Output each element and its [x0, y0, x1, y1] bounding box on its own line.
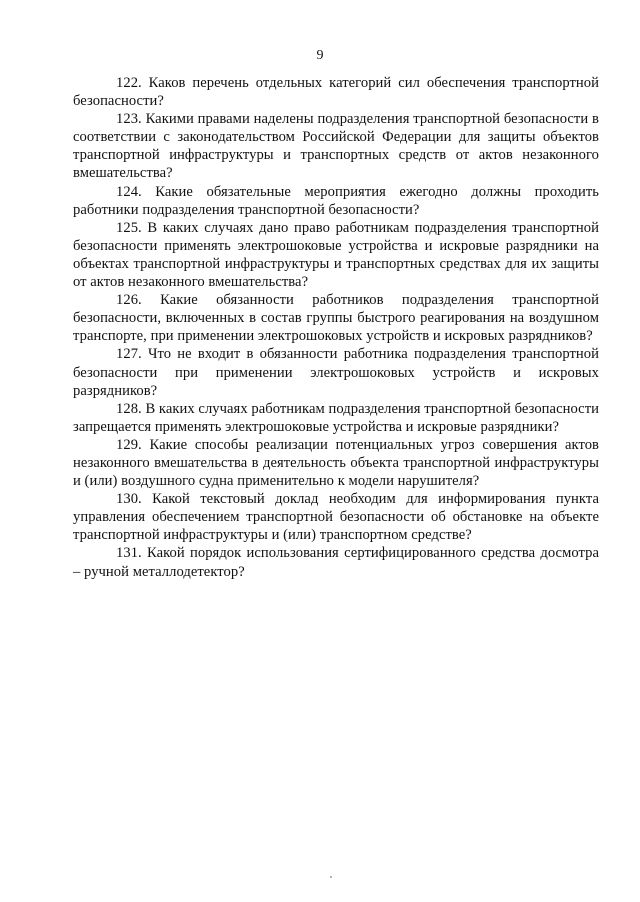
scan-speck — [330, 876, 332, 878]
question-127: 127. Что не входит в обязанности работника подразделения транспортной безопасности при применении электрошоковых устройств и искровых разрядников? — [73, 346, 599, 399]
question-123: 123. Какими правами наделены подразделения транспортной безопасности в соответствии с законодательством Российской Федерации для защиты объектов транспортной инфраструктуры и транспортных средств от актов незаконного вмешательства? — [73, 111, 599, 182]
question-124: 124. Какие обязательные мероприятия ежегодно должны проходить работники подразделения транспортной безопасности? — [73, 183, 599, 218]
question-125: 125. В каких случаях дано право работникам подразделения транспортной безопасности применять электрошоковые устройства и искровые разрядники на объектах транспортной инфраструктуры и транспортных средствах для их защиты от актов незаконного вмешательства? — [73, 219, 599, 291]
question-128: 128. В каких случаях работникам подразделения транспортной безопасности запрещается применять электрошоковые устройства и искровые разрядники? — [73, 400, 599, 435]
page-number: 9 — [316, 48, 324, 63]
question-129: 129. Какие способы реализации потенциальных угроз совершения актов незаконного вмешательства в деятельность объекта транспортной инфраструктуры и (или) воздушного судна применительно к модели нарушителя? — [73, 436, 599, 490]
question-list — [73, 74, 599, 581]
question-130: 130. Какой текстовый доклад необходим для информирования пункта управления обеспечением транспортной безопасности об обстановке на объекте транспортной инфраструктуры и (или) транспортном средстве? — [73, 491, 599, 544]
question-122: 122. Каков перечень отдельных категорий сил обеспечения транспортной безопасности? — [73, 75, 599, 110]
question-131: 131. Какой порядок использования сертифицированного средства досмотра – ручной металлодетектор? — [73, 545, 599, 580]
question-126: 126. Какие обязанности работников подразделения транспортной безопасности, включенных в состав группы быстрого реагирования на воздушном транспорте, при применении электрошоковых устройств и искровых разрядников? — [73, 292, 599, 345]
